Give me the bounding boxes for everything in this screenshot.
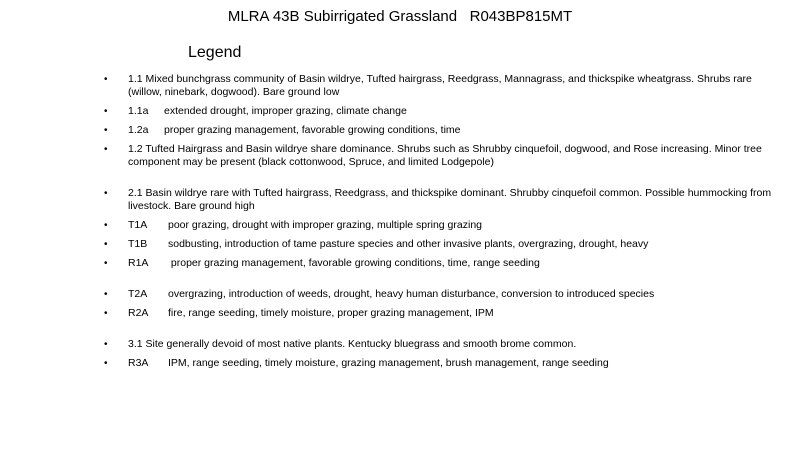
legend-item-text: 1.1 Mixed bunchgrass community of Basin wildrye, Tufted hairgrass, Reedgrass, Mannagrass, and thickspike wheatgrass. Shrubs rare (willow, ninebark, dogwood). Bare ground low <box>128 73 752 98</box>
legend-item-text: 2.1 Basin wildrye rare with Tufted hairgrass, Reedgrass, and thickspike dominant. Shrubby cinquefoil common. Possible hummocking from livestock. Bare ground high <box>128 187 772 212</box>
legend-item-text: 3.1 Site generally devoid of most native plants. Kentucky bluegrass and smooth brome common. <box>128 338 577 350</box>
legend-item-t1a <box>104 219 784 232</box>
bullet-icon: • <box>104 125 108 136</box>
legend-item-text: proper grazing management, favorable growing conditions, time, range seeding <box>168 257 540 269</box>
legend-heading: Legend <box>188 44 242 61</box>
legend-item-code: T1B <box>128 238 148 250</box>
legend-item-r2a <box>104 307 784 320</box>
legend-item-1-2a <box>104 124 784 137</box>
page-title: MLRA 43B Subirrigated Grassland R043BP815MT <box>227 8 573 25</box>
bullet-icon: • <box>104 339 108 350</box>
legend-item-t2a <box>104 288 784 301</box>
legend-item-code: 1.1a <box>128 105 149 117</box>
legend-item-text: overgrazing, introduction of weeds, drought, heavy human disturbance, conversion to introduced species <box>168 288 655 300</box>
bullet-icon: • <box>104 258 108 269</box>
legend-item-code: R3A <box>128 357 149 369</box>
legend-item-1-2 <box>104 143 784 169</box>
legend-item-text: poor grazing, drought with improper grazing, multiple spring grazing <box>168 219 482 231</box>
legend-item-1-1a <box>104 105 784 118</box>
legend-item-code: T2A <box>128 288 148 300</box>
legend-item-text: sodbusting, introduction of tame pasture species and other invasive plants, overgrazing, drought, heavy <box>168 238 649 250</box>
legend-item-3-1 <box>104 338 784 351</box>
bullet-icon: • <box>104 358 108 369</box>
legend-item-2-1 <box>104 187 784 213</box>
bullet-icon: • <box>104 239 108 250</box>
bullet-icon: • <box>104 106 108 117</box>
legend-item-text: proper grazing management, favorable growing conditions, time <box>164 124 461 136</box>
bullet-icon: • <box>104 220 108 231</box>
legend-item-t1b <box>104 238 784 251</box>
bullet-icon: • <box>104 308 108 319</box>
legend-item-text: 1.2 Tufted Hairgrass and Basin wildrye share dominance. Shrubs such as Shrubby cinquefoil, dogwood, and Rose increasing. Minor tree component may be present (black cottonwood, Spruce, and limited Lodgepole) <box>128 143 762 168</box>
bullet-icon: • <box>104 74 108 85</box>
legend-item-r3a <box>104 357 784 370</box>
bullet-icon: • <box>104 188 108 199</box>
legend-item-code: 1.2a <box>128 124 149 136</box>
bullet-icon: • <box>104 289 108 300</box>
legend-item-code: R2A <box>128 307 149 319</box>
legend-item-1-1 <box>104 73 784 99</box>
legend-item-text: extended drought, improper grazing, climate change <box>164 105 407 117</box>
bullet-icon: • <box>104 144 108 155</box>
legend-item-r1a <box>104 257 784 270</box>
legend-item-code: T1A <box>128 219 148 231</box>
legend-item-code: R1A <box>128 257 149 269</box>
legend-item-text: IPM, range seeding, timely moisture, grazing management, brush management, range seeding <box>168 357 609 369</box>
legend-item-text: fire, range seeding, timely moisture, proper grazing management, IPM <box>168 307 494 319</box>
legend-list <box>104 73 784 376</box>
